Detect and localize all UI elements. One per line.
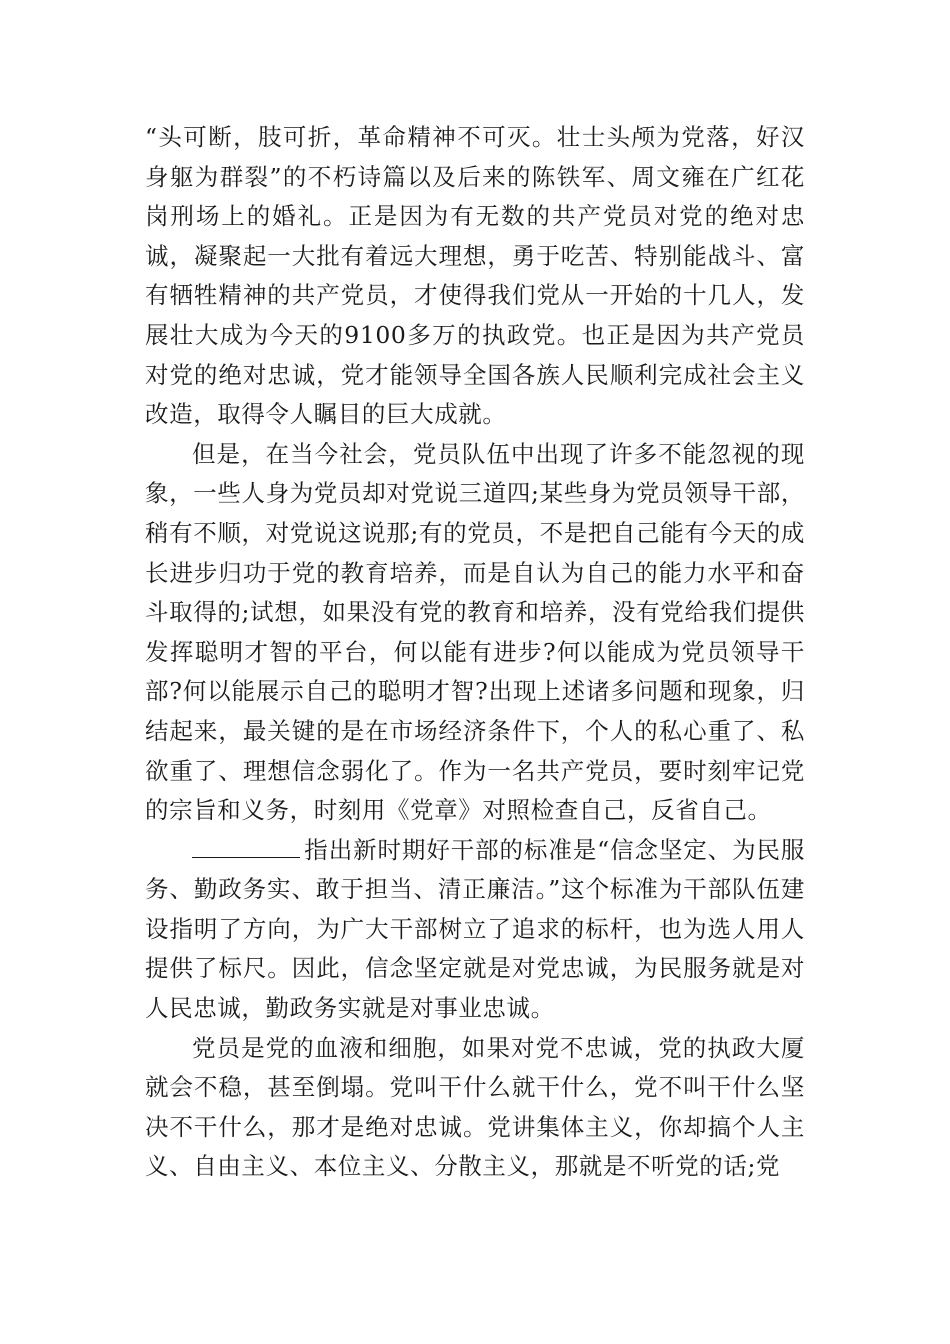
paragraph-3-text: 指出新时期好干部的标准是“信念坚定、为民服务、勤政务实、敢于担当、清正廉洁。”这个标准为干部队伍建设指明了方向，为广大干部树立了追求的标杆，也为选人用人提供了标尺。因此，信念坚定就是对党忠诚，为民服务就是对人民忠诚，勤政务实就是对事业忠诚。	[145, 835, 805, 1023]
paragraph-2: 但是，在当今社会，党员队伍中出现了许多不能忽视的现象，一些人身为党员却对党说三道四;某些身为党员领导干部，稍有不顺，对党说这说那;有的党员，不是把自己能有今天的成长进步归功于党的教育培养，而是自认为自己的能力水平和奋斗取得的;试想，如果没有党的教育和培养，没有党给我们提供发挥聪明才智的平台，何以能有进步?何以能成为党员领导干部?何以能展示自己的聪明才智?出现上述诸多问题和现象，归结起来，最关键的是在市场经济条件下，个人的私心重了、私欲重了、理想信念弱化了。作为一名共产党员，要时刻牢记党的宗旨和义务，时刻用《党章》对照检查自己，反省自己。	[145, 439, 805, 825]
document-body	[145, 118, 805, 1187]
paragraph-4: 党员是党的血液和细胞，如果对党不忠诚，党的执政大厦就会不稳，甚至倒塌。党叫干什么就干什么，党不叫干什么坚决不干什么，那才是绝对忠诚。党讲集体主义，你却搞个人主义、自由主义、本位主义、分散主义，那就是不听党的话;党	[145, 1033, 805, 1181]
paragraph-1: “头可断，肢可折，革命精神不可灭。壮士头颅为党落，好汉身躯为群裂”的不朽诗篇以及后来的陈铁军、周文雍在广红花岗刑场上的婚礼。正是因为有无数的共产党员对党的绝对忠诚，凝聚起一大批有着远大理想，勇于吃苦、特别能战斗、富有牺牲精神的共产党员，才使得我们党从一开始的十几人，发展壮大成为今天的9100多万的执政党。也正是因为共产党员对党的绝对忠诚，党才能领导全国各族人民顺利完成社会主义改造，取得令人瞩目的巨大成就。	[145, 123, 805, 429]
fill-in-blank	[192, 835, 300, 858]
paragraph-3	[145, 831, 805, 1029]
